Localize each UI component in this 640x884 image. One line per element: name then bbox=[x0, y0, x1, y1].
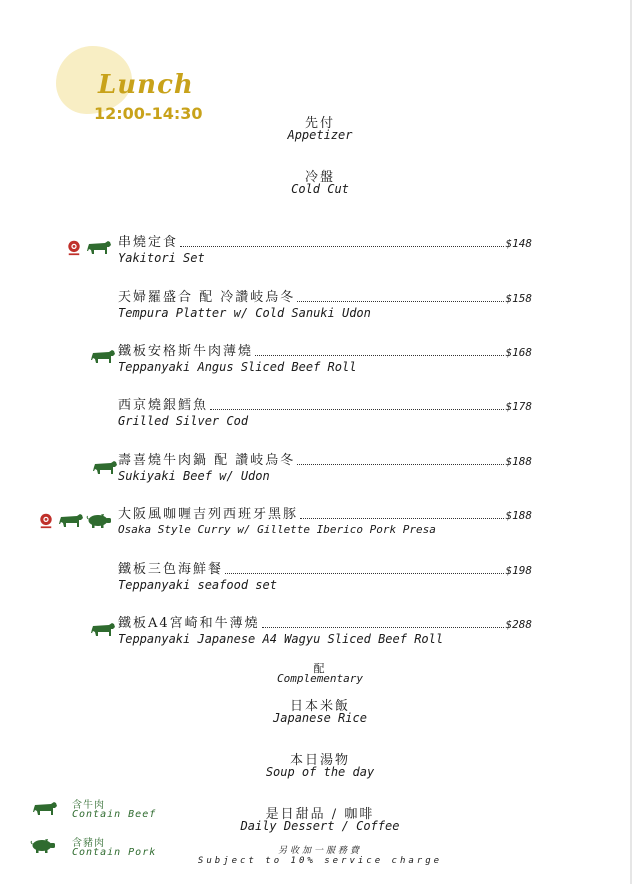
complementary-zh: 配 bbox=[313, 662, 327, 675]
menu-item bbox=[118, 506, 532, 536]
item-name-zh: 天婦羅盛合 配 冷讚岐烏冬 bbox=[118, 290, 296, 305]
item-name-en: Teppanyaki Japanese A4 Wagyu Sliced Beef Roll bbox=[118, 632, 444, 646]
item-name-en: Tempura Platter w/ Cold Sanuki Udon bbox=[118, 306, 371, 320]
item-name-zh: 大阪風咖喱吉列西班牙黑豚 bbox=[118, 507, 299, 522]
item-name-en: Sukiyaki Beef w/ Udon bbox=[118, 469, 270, 483]
item-price: $288 bbox=[505, 618, 532, 631]
item-name-en: Osaka Style Curry w/ Gillette Iberico Pork Presa bbox=[118, 523, 436, 536]
legend-pork-en: Contain Pork bbox=[72, 847, 157, 858]
side-en: Japanese Rice bbox=[273, 711, 367, 725]
dot-leader bbox=[210, 409, 503, 410]
item-name-zh: 串燒定食 bbox=[118, 235, 179, 250]
halal-badge-icon bbox=[67, 240, 81, 258]
menu-item bbox=[118, 397, 532, 428]
item-name-en: Teppanyaki Angus Sliced Beef Roll bbox=[118, 360, 357, 374]
legend-beef-en: Contain Beef bbox=[72, 809, 157, 820]
menu-item bbox=[118, 234, 532, 265]
beef-icon bbox=[90, 622, 116, 638]
appetizer-en: Appetizer bbox=[287, 128, 353, 142]
menu-item bbox=[118, 343, 532, 374]
item-name-zh: 鐵板A4宮崎和牛薄燒 bbox=[118, 616, 260, 631]
beef-icon bbox=[86, 240, 112, 256]
item-name-zh: 鐵板三色海鮮餐 bbox=[118, 562, 224, 577]
item-name-en: Yakitori Set bbox=[118, 251, 205, 265]
item-price: $198 bbox=[505, 564, 532, 577]
pork-icon bbox=[86, 513, 112, 529]
dot-leader bbox=[297, 301, 503, 302]
dot-leader bbox=[180, 246, 503, 247]
cold-cut-zh: 冷盤 bbox=[304, 170, 335, 185]
legend-pork-zh: 含豬肉 bbox=[72, 838, 105, 849]
side-zh: 本日湯物 bbox=[289, 753, 350, 768]
beef-icon bbox=[32, 801, 58, 817]
side-en: Daily Dessert / Coffee bbox=[240, 819, 400, 833]
side-zh: 日本米飯 bbox=[289, 699, 350, 714]
cold-cut-en: Cold Cut bbox=[291, 182, 349, 196]
legend-beef-zh: 含牛肉 bbox=[72, 800, 105, 811]
side-zh: 是日甜品 / 咖啡 bbox=[265, 807, 375, 822]
item-name-en: Teppanyaki seafood set bbox=[118, 578, 277, 592]
item-name-zh: 鐵板安格斯牛肉薄燒 bbox=[118, 344, 254, 359]
service-charge-en: Subject to 10% service charge bbox=[197, 856, 443, 866]
lunch-title: Lunch bbox=[98, 70, 194, 100]
item-price: $158 bbox=[505, 292, 532, 305]
menu-item bbox=[118, 289, 532, 320]
item-name-zh: 壽喜燒牛肉鍋 配 讚岐烏冬 bbox=[118, 453, 296, 468]
menu-item bbox=[118, 452, 532, 483]
halal-badge-icon bbox=[39, 513, 53, 531]
item-price: $148 bbox=[505, 237, 532, 250]
menu-item bbox=[118, 561, 532, 592]
item-price: $178 bbox=[505, 400, 532, 413]
dot-leader bbox=[262, 627, 504, 628]
beef-icon bbox=[90, 349, 116, 365]
item-price: $168 bbox=[505, 346, 532, 359]
beef-icon bbox=[58, 513, 84, 529]
side-en: Soup of the day bbox=[265, 765, 375, 779]
dot-leader bbox=[297, 464, 503, 465]
item-name-en: Grilled Silver Cod bbox=[118, 414, 249, 428]
item-price: $188 bbox=[505, 509, 532, 522]
dot-leader bbox=[300, 518, 503, 519]
beef-icon bbox=[92, 460, 118, 476]
appetizer-zh: 先付 bbox=[304, 116, 335, 131]
dot-leader bbox=[255, 355, 503, 356]
pork-icon bbox=[30, 838, 56, 854]
service-charge-zh: 另收加一服務費 bbox=[277, 846, 362, 856]
menu-item bbox=[118, 615, 532, 646]
lunch-hours: 12:00-14:30 bbox=[94, 104, 203, 123]
dot-leader bbox=[225, 573, 503, 574]
item-name-zh: 西京燒銀鱈魚 bbox=[118, 398, 209, 413]
complementary-en: Complementary bbox=[276, 672, 364, 685]
item-price: $188 bbox=[505, 455, 532, 468]
